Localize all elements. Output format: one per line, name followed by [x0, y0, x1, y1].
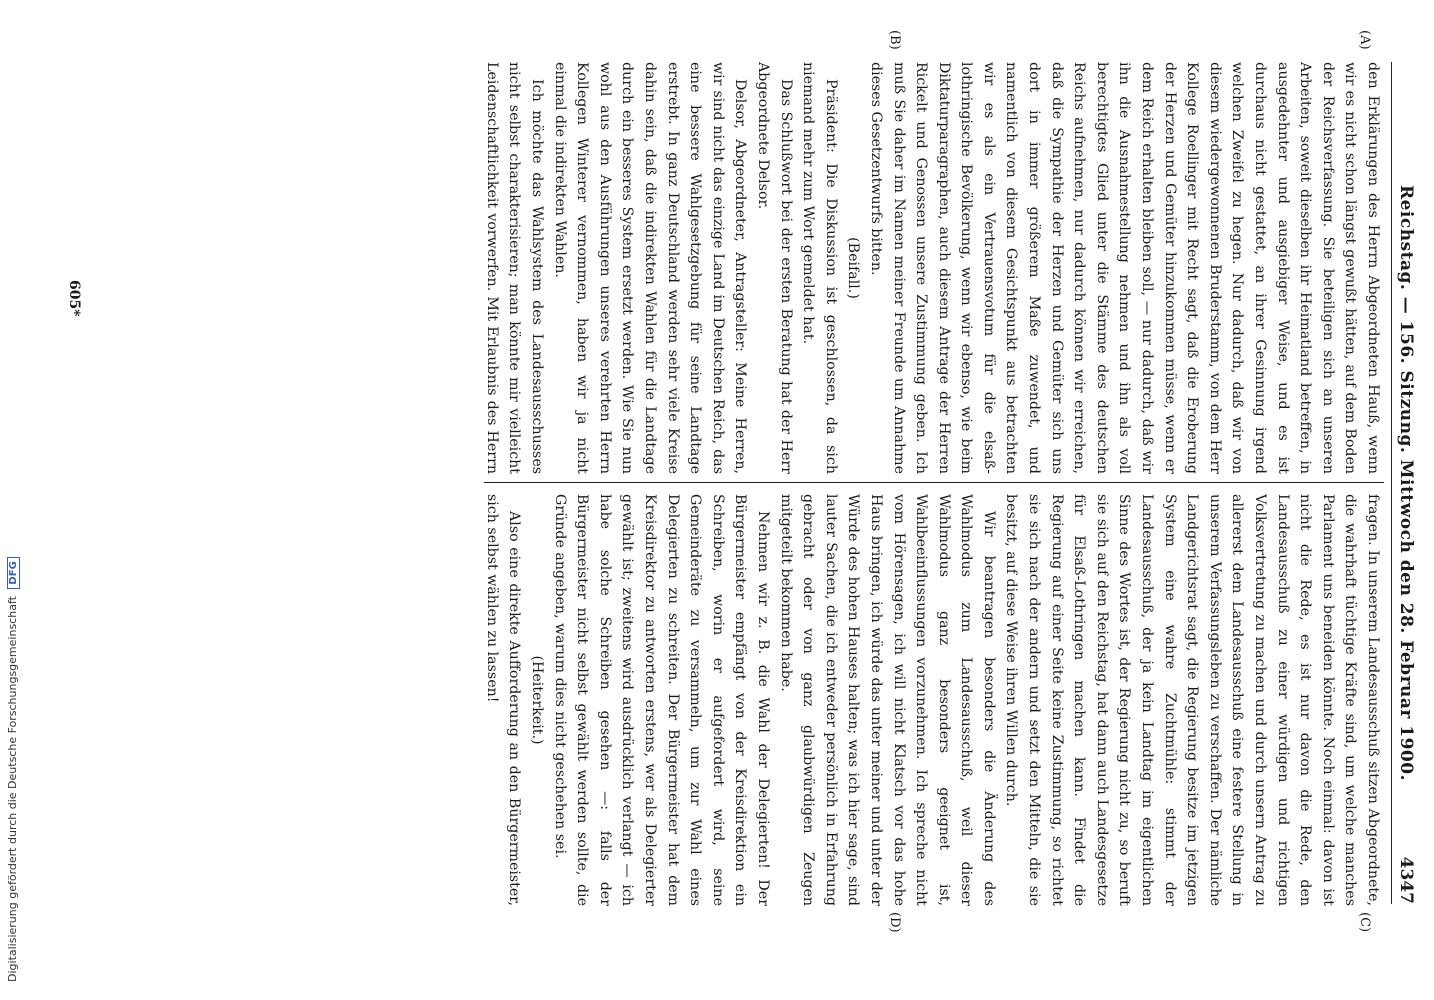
- header-title: Reichstag. — 156. Sitzung. Mittwoch den 28. Februar 1900.: [1396, 184, 1416, 782]
- left-paragraph: Ich möchte das Wahlsystem des Landesausschusses nicht selbst charakterisieren; man könnte mir vielleicht Leidenschaftlichkeit vorwerfen. Mit Erlaubnis des Herrn: [484, 62, 546, 474]
- right-paragraph: Also eine direkte Aufforderung an den Bürgermeister, sich selbst wählen zu lassen!: [484, 494, 523, 906]
- margin-mark-b: (B): [887, 30, 902, 50]
- right-paragraph: Nehmen wir z. B. die Wahl der Delegierten! Der Bürgermeister empfängt von der Kreisdirektion ein Schreiben, worin er aufgefordert wird, seine Gemeinderäte zu versammeln, um zur Wahl eines Delegierten zu schreiten. Der Bürgermeister hat dem Kreisdirektor zu antworten erstens, wer als Delegierter gewählt ist; zweitens wird ausdrücklich verlangt — ich habe solche Schreiben gesehen —: falls der Bürgermeister nicht selbst gewählt werden sollte, die Gründe angeben, warum dies nicht geschehen sei.: [551, 494, 771, 906]
- header-page-number: 4347: [1396, 856, 1416, 904]
- side-credit: [6, 557, 20, 982]
- margin-mark-a: (A): [1357, 30, 1372, 50]
- margin-mark-c: (C): [1357, 912, 1372, 933]
- footer-page-number: 605*: [66, 280, 82, 317]
- interjection: (Beifall.): [845, 237, 862, 299]
- margin-mark-d: (D): [887, 912, 902, 933]
- interjection: (Heiterkeit.): [529, 655, 546, 745]
- left-paragraph: Präsident: Die Diskussion ist geschlossen, da sich niemand mehr zum Wort gemeldet hat.: [800, 62, 839, 474]
- left-paragraph: Das Schlußwort bei der ersten Beratung hat der Herr Abgeordnete Delsor.: [754, 62, 794, 474]
- right-paragraph: fragen. In unserem Landesausschuß sitzen Abgeordnete, die wahrhaft tüchtige Kräfte sind, um welche manches Parlament uns beneiden könnte. Noch einmal: davon ist nicht die Rede, es ist nur davon die Rede, den Landesausschuß zu einer würdigen und richtigen Volksvertretung zu machen und durch unsern Antrag zu allererst dem Landesausschuß eine festere Stellung in unserem Verfassungsleben zu verschaffen. Der nämliche Landgerichtsrat sagt, die Regierung besitze im jetzigen System eine wahre Zuchtmühle: stimmt der Landesausschuß, der ja kein Landtag im eigentlichen Sinne des Wortes ist, der Regierung nicht zu, so beruft sie sich auf den Reichstag, hat dann auch Landesgesetze für Elsaß-Lothringen machen kann. Findet die Regierung auf einer Seite keine Zustimmung, so richtet sie sich nach der andern und setzt den Mitteln, die sie besitzt, auf diese Weise ihren Willen durch.: [1003, 494, 1381, 906]
- dfg-logo: DFG: [7, 557, 20, 588]
- right-paragraph: Wir beantragen besonders die Änderung des Wahlmodus zum Landesausschuß, weil dieser Wahlmodus ganz besonders geeignet ist, Wahlbeeinflussungen vorzunehmen. Ich spreche nicht vom Hörensagen, ich will nicht Klatsch vor das hohe Haus bringen, ich würde das unter meiner und unter der Würde des hohen Hauses halten; was ich hier sage, sind lauter Sachen, die ich entweder persönlich in Erfahrung gebracht oder von ganz glaubwürdigen Zeugen mitgeteilt bekommen habe.: [777, 494, 997, 906]
- side-credit-text: Digitalisierung gefördert durch die Deutsche Forschungsgemeinschaft: [6, 596, 19, 982]
- left-paragraph: Delsor, Abgeordneter, Antragsteller: Meine Herren, wir sind nicht das einzige Land im Deutschen Reich, das eine bessere Wahlgesetzgebung für seine Landtage erstrebt. In ganz Deutschland werden sehr viele Kreise dahin sein, daß die indirekten Wahlen für die Landtage durch ein besseres System ersetzt werden. Wie Sie nun wohl aus den Ausführungen unseres verehrten Herrn Kollegen Winterer vernommen, haben wir ja nicht einmal die indirekten Wahlen.: [551, 62, 749, 474]
- left-paragraph: den Erklärungen des Herrn Abgeordneten Hauß, wenn wir es nicht schon längst gewußt hätten, auf dem Boden der Reichsverfassung. Sie beteiligen sich an unseren Arbeiten, soweit dieselben ihr Heimatland betreffen, in ausgedehnter und ausgiebiger Weise, und es ist durchaus nicht gestattet, an ihrer Gesinnung irgend welchen Zweifel zu hegen. Nur dadurch, daß wir von diesem wiedergewonnenen Bruderstamm, von dem Herr Kollege Roellinger mit Recht sagt, daß die Eroberung der Herzen und Gemüter hinzukommen müsse, wenn er dem Reich erhalten bleiben soll, — nur dadurch, daß wir ihn die Ausnahmestellung nehmen und ihn als voll berechtigtes Glied unter die Stämme des deutschen Reichs aufnehmen, nur dadurch können wir erreichen, daß die Sympathie der Herzen und Gemüter sich uns dort in immer größerem Maße zuwendet, und namentlich von diesem Gesichtspunkt aus betrachten wir es als ein Vertrauensvotum für die elsaß-lothringische Bevölkerung, wenn wir ebenso, wie beim Diktaturparagraphen, auch diesem Antrage der Herren Rickelt und Genossen unsere Zustimmung geben. Ich muß Sie daher im Namen meiner Freunde um Annahme dieses Gesetzentwurfs bitten.: [867, 62, 1381, 474]
